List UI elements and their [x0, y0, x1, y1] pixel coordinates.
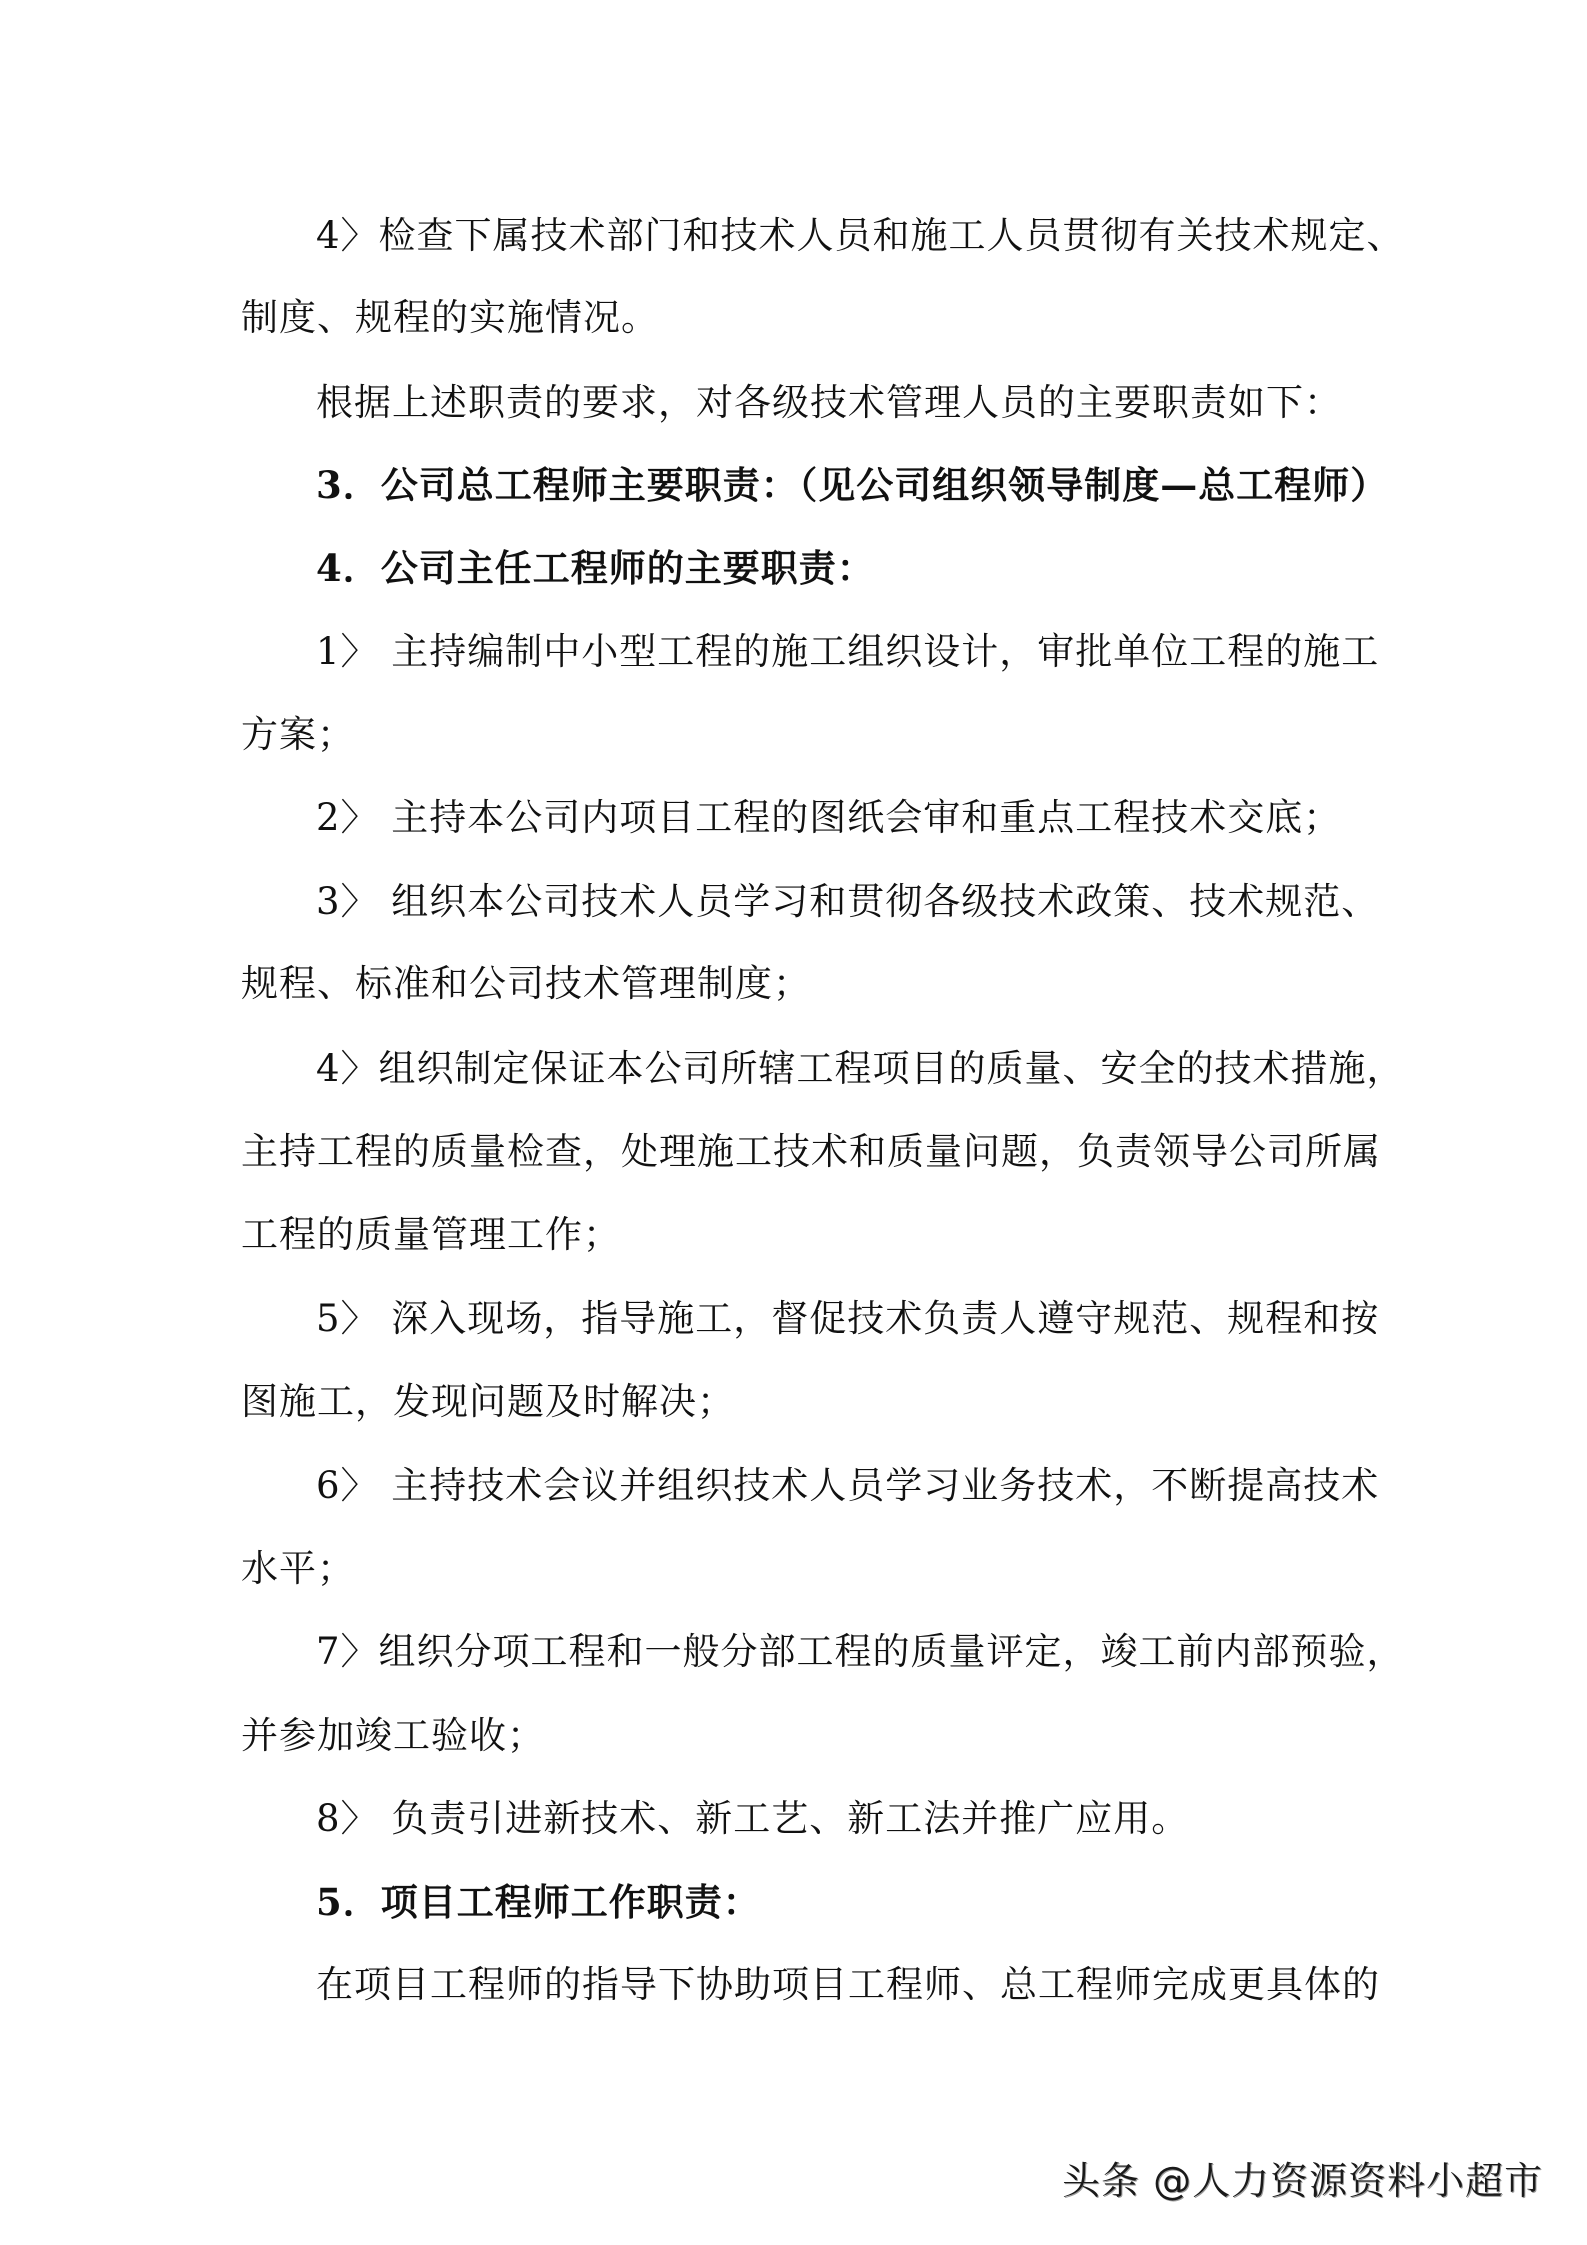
list-item-line: 3〉 组织本公司技术人员学习和贯彻各级技术政策、技术规范、	[316, 880, 1380, 923]
section-heading: 5．项目工程师工作职责：	[316, 1880, 761, 1924]
paragraph-line: 在项目工程师的指导下协助项目工程师、总工程师完成更具体的	[316, 1963, 1380, 2006]
list-item-line: 方案；	[241, 713, 355, 756]
section-heading: 3．公司总工程师主要职责：（见公司组织领导制度—总工程师）	[316, 463, 1389, 507]
list-item-line: 工程的质量管理工作；	[241, 1213, 621, 1256]
list-item-line: 主持工程的质量检查，处理施工技术和质量问题，负责领导公司所属	[241, 1130, 1381, 1173]
source-watermark: 头条 @人力资源资料小超市	[1062, 2159, 1544, 2203]
list-item-line: 水平；	[241, 1547, 355, 1590]
list-item-line: 8〉 负责引进新技术、新工艺、新工法并推广应用。	[316, 1797, 1190, 1840]
list-item-line: 7〉组织分项工程和一般分部工程的质量评定，竣工前内部预验，	[316, 1630, 1405, 1673]
list-item-line: 4〉组织制定保证本公司所辖工程项目的质量、安全的技术措施，	[316, 1047, 1405, 1090]
list-item-line: 并参加竣工验收；	[241, 1714, 545, 1757]
list-item-line: 图施工，发现问题及时解决；	[241, 1380, 735, 1423]
list-item-line: 6〉 主持技术会议并组织技术人员学习业务技术，不断提高技术	[316, 1464, 1380, 1507]
paragraph-line: 制度、规程的实施情况。	[241, 296, 659, 339]
list-item-line: 2〉 主持本公司内项目工程的图纸会审和重点工程技术交底；	[316, 796, 1342, 839]
section-heading: 4．公司主任工程师的主要职责：	[316, 546, 875, 590]
list-item-line: 规程、标准和公司技术管理制度；	[241, 962, 811, 1005]
paragraph-line: 4〉检查下属技术部门和技术人员和施工人员贯彻有关技术规定、	[316, 214, 1405, 257]
list-item-line: 5〉 深入现场，指导施工，督促技术负责人遵守规范、规程和按	[316, 1297, 1380, 1340]
paragraph-line: 根据上述职责的要求，对各级技术管理人员的主要职责如下：	[316, 381, 1342, 424]
list-item-line: 1〉 主持编制中小型工程的施工组织设计，审批单位工程的施工	[316, 630, 1380, 673]
